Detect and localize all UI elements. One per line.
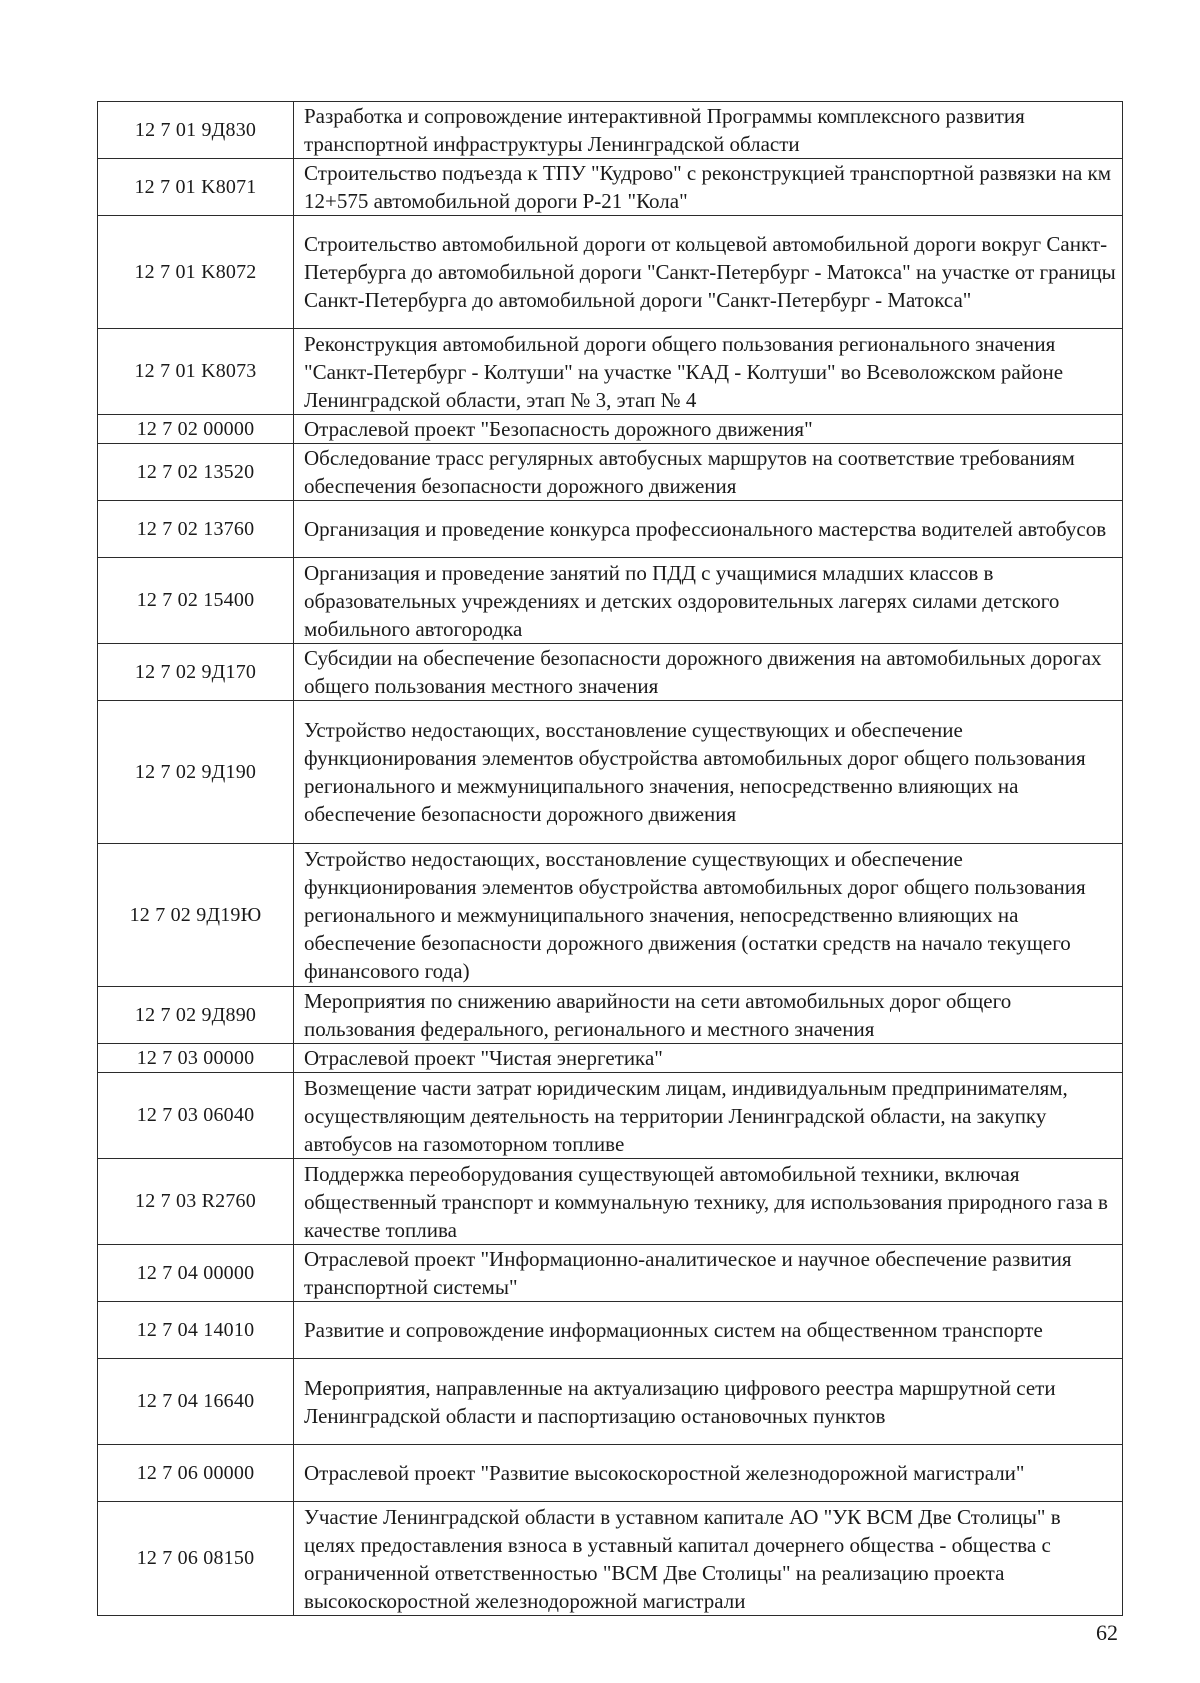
- code-cell: 12 7 01 K8072: [98, 216, 294, 329]
- table-row: [98, 987, 1123, 1044]
- description-cell: Мероприятия, направленные на актуализацию цифрового реестра маршрутной сети Ленинградской области и паспортизацию остановочных пунктов: [294, 1359, 1123, 1445]
- description-cell: Отраслевой проект "Развитие высокоскоростной железнодорожной магистрали": [294, 1445, 1123, 1502]
- description-cell: Отраслевой проект "Безопасность дорожного движения": [294, 415, 1123, 444]
- code-cell: 12 7 04 16640: [98, 1359, 294, 1445]
- code-cell: 12 7 01 K8073: [98, 329, 294, 415]
- table-row: [98, 1502, 1123, 1616]
- description-cell: Отраслевой проект "Чистая энергетика": [294, 1044, 1123, 1073]
- description-cell: Мероприятия по снижению аварийности на сети автомобильных дорог общего пользования федерального, регионального и местного значения: [294, 987, 1123, 1044]
- budget-codes-table: [97, 101, 1123, 1616]
- description-cell: Организация и проведение конкурса профессионального мастерства водителей автобусов: [294, 501, 1123, 558]
- code-cell: 12 7 02 00000: [98, 415, 294, 444]
- table-row: [98, 1044, 1123, 1073]
- code-cell: 12 7 02 13760: [98, 501, 294, 558]
- description-cell: Возмещение части затрат юридическим лицам, индивидуальным предпринимателям, осуществляющим деятельность на территории Ленинградской области, на закупку автобусов на газомоторном топливе: [294, 1073, 1123, 1159]
- code-cell: 12 7 04 00000: [98, 1245, 294, 1302]
- code-cell: 12 7 02 9Д190: [98, 701, 294, 844]
- description-cell: Организация и проведение занятий по ПДД с учащимися младших классов в образовательных учреждениях и детских оздоровительных лагерях силами детского мобильного автогородка: [294, 558, 1123, 644]
- code-cell: 12 7 02 15400: [98, 558, 294, 644]
- table-row: [98, 558, 1123, 644]
- table-row: [98, 159, 1123, 216]
- description-cell: Разработка и сопровождение интерактивной Программы комплексного развития транспортной инфраструктуры Ленинградской области: [294, 102, 1123, 159]
- table-row: [98, 444, 1123, 501]
- description-cell: Реконструкция автомобильной дороги общего пользования регионального значения "Санкт-Петербург - Колтуши" на участке "КАД - Колтуши" во Всеволожском районе Ленинградской области, этап № 3, этап № 4: [294, 329, 1123, 415]
- description-cell: Устройство недостающих, восстановление существующих и обеспечение функционирования элементов обустройства автомобильных дорог общего пользования регионального и межмуниципального значения, непосредственно влияющих на обеспечение безопасности дорожного движения (остатки средств на начало текущего финансового года): [294, 844, 1123, 987]
- description-cell: Участие Ленинградской области в уставном капитале АО "УК ВСМ Две Столицы" в целях предоставления взноса в уставный капитал дочернего общества - общества с ограниченной ответственностью "ВСМ Две Столицы" на реализацию проекта высокоскоростной железнодорожной магистрали: [294, 1502, 1123, 1616]
- code-cell: 12 7 01 9Д830: [98, 102, 294, 159]
- table-row: [98, 644, 1123, 701]
- code-cell: 12 7 03 R2760: [98, 1159, 294, 1245]
- code-cell: 12 7 03 00000: [98, 1044, 294, 1073]
- page-number: 62: [1096, 1620, 1118, 1645]
- code-cell: 12 7 02 9Д170: [98, 644, 294, 701]
- code-cell: 12 7 04 14010: [98, 1302, 294, 1359]
- description-cell: Строительство подъезда к ТПУ "Кудрово" с реконструкцией транспортной развязки на км 12+575 автомобильной дороги Р-21 "Кола": [294, 159, 1123, 216]
- table-row: [98, 102, 1123, 159]
- description-cell: Обследование трасс регулярных автобусных маршрутов на соответствие требованиям обеспечения безопасности дорожного движения: [294, 444, 1123, 501]
- description-cell: Строительство автомобильной дороги от кольцевой автомобильной дороги вокруг Санкт-Петербурга до автомобильной дороги "Санкт-Петербург - Матокса" на участке от границы Санкт-Петербурга до автомобильной дороги "Санкт-Петербург - Матокса": [294, 216, 1123, 329]
- code-cell: 12 7 06 00000: [98, 1445, 294, 1502]
- description-cell: Отраслевой проект "Информационно-аналитическое и научное обеспечение развития транспортной системы": [294, 1245, 1123, 1302]
- description-cell: Развитие и сопровождение информационных систем на общественном транспорте: [294, 1302, 1123, 1359]
- table-row: [98, 1302, 1123, 1359]
- table-row: [98, 844, 1123, 987]
- code-cell: 12 7 06 08150: [98, 1502, 294, 1616]
- table-row: [98, 501, 1123, 558]
- description-cell: Устройство недостающих, восстановление существующих и обеспечение функционирования элементов обустройства автомобильных дорог общего пользования регионального и межмуниципального значения, непосредственно влияющих на обеспечение безопасности дорожного движения: [294, 701, 1123, 844]
- code-cell: 12 7 03 06040: [98, 1073, 294, 1159]
- code-cell: 12 7 02 13520: [98, 444, 294, 501]
- table-row: [98, 1073, 1123, 1159]
- code-cell: 12 7 02 9Д19Ю: [98, 844, 294, 987]
- table-row: [98, 701, 1123, 844]
- description-cell: Субсидии на обеспечение безопасности дорожного движения на автомобильных дорогах общего пользования местного значения: [294, 644, 1123, 701]
- table-row: [98, 216, 1123, 329]
- table-row: [98, 415, 1123, 444]
- table-row: [98, 329, 1123, 415]
- code-cell: 12 7 02 9Д890: [98, 987, 294, 1044]
- table-row: [98, 1245, 1123, 1302]
- table-row: [98, 1159, 1123, 1245]
- description-cell: Поддержка переоборудования существующей автомобильной техники, включая общественный транспорт и коммунальную технику, для использования природного газа в качестве топлива: [294, 1159, 1123, 1245]
- code-cell: 12 7 01 K8071: [98, 159, 294, 216]
- table-body: [98, 102, 1123, 1616]
- table-row: [98, 1445, 1123, 1502]
- table-row: [98, 1359, 1123, 1445]
